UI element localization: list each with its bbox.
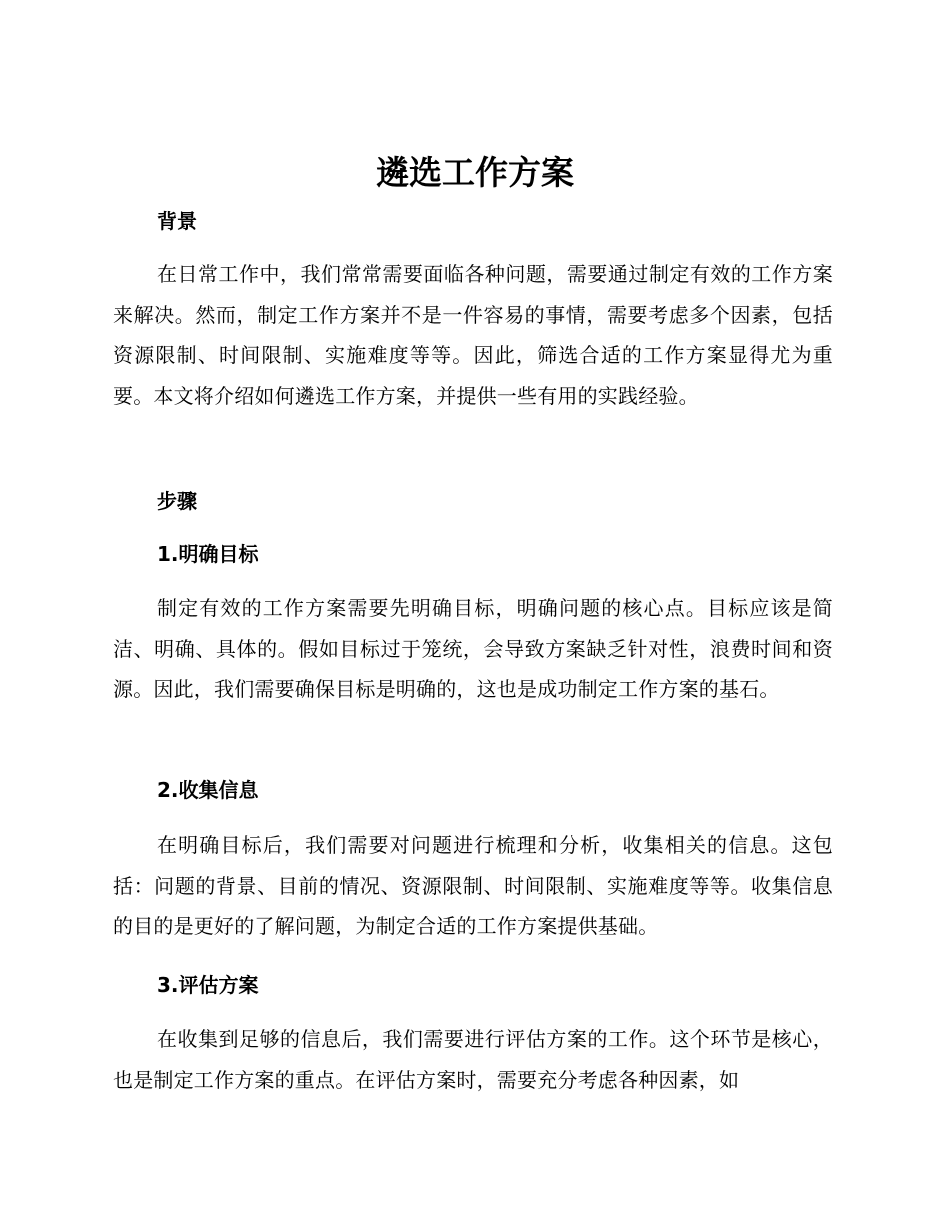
- paragraph-step-3: 在收集到足够的信息后，我们需要进行评估方案的工作。这个环节是核心，也是制定工作方案的重点。在评估方案时，需要充分考虑各种因素，如: [113, 1027, 833, 1092]
- step-heading-1: 1.明确目标: [157, 542, 259, 566]
- step-heading-2: 2.收集信息: [157, 778, 259, 802]
- document-title: 遴选工作方案: [376, 153, 574, 192]
- paragraph-step-2: 在明确目标后，我们需要对问题进行梳理和分析，收集相关的信息。这包括：问题的背景、目前的情况、资源限制、时间限制、实施难度等等。收集信息的目的是更好的了解问题，为制定合适的工作方案提供基础。: [113, 833, 833, 938]
- section-heading-background: 背景: [157, 209, 197, 233]
- step-heading-3: 3.评估方案: [157, 973, 259, 997]
- paragraph-step-1: 制定有效的工作方案需要先明确目标，明确问题的核心点。目标应该是简洁、明确、具体的。假如目标过于笼统，会导致方案缺乏针对性，浪费时间和资源。因此，我们需要确保目标是明确的，这也是成功制定工作方案的基石。: [113, 596, 833, 701]
- section-heading-steps: 步骤: [157, 489, 197, 513]
- paragraph-background: 在日常工作中，我们常常需要面临各种问题，需要通过制定有效的工作方案来解决。然而，制定工作方案并不是一件容易的事情，需要考虑多个因素，包括资源限制、时间限制、实施难度等等。因此，筛选合适的工作方案显得尤为重要。本文将介绍如何遴选工作方案，并提供一些有用的实践经验。: [113, 262, 833, 408]
